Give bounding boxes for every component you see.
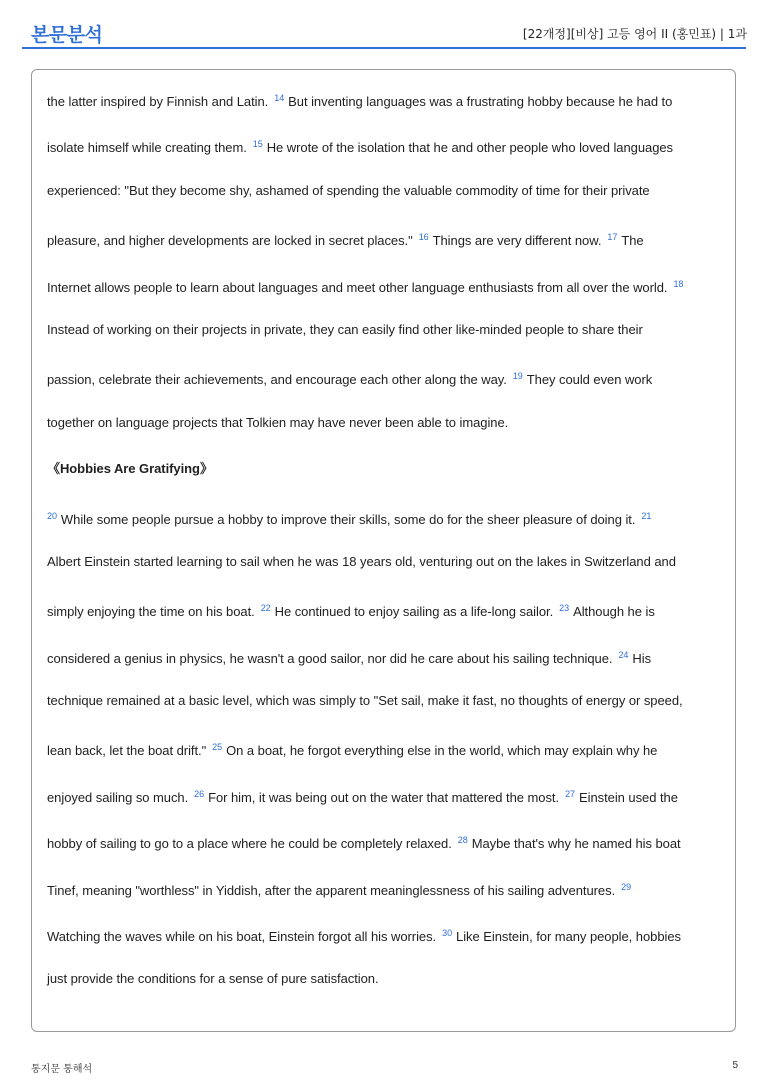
passage-line	[47, 645, 727, 691]
passage-line	[47, 691, 727, 737]
passage-line	[47, 923, 727, 969]
passage-line	[47, 552, 727, 598]
passage-line	[47, 320, 727, 366]
passage-line	[47, 134, 727, 180]
passage-line	[47, 737, 727, 783]
sentence-number: 23	[559, 603, 570, 614]
sentence-text: On a boat, he forgot everything else in the world, which may explain why he	[226, 743, 658, 759]
sentence-text: hobby of sailing to go to a place where he could be completely relaxed.	[47, 836, 452, 852]
sentence-number: 15	[252, 139, 263, 150]
sentence-text: just provide the conditions for a sense of pure satisfaction.	[47, 971, 379, 987]
sentence-text: technique remained at a basic level, which was simply to "Set sail, make it fast, no thoughts of energy or speed,	[47, 693, 683, 709]
sentence-number: 22	[260, 603, 271, 614]
sentence-text: the latter inspired by Finnish and Latin.	[47, 94, 269, 109]
passage-line	[47, 969, 727, 1015]
sentence-text: Watching the waves while on his boat, Einstein forgot all his worries.	[47, 929, 437, 945]
sentence-text: Maybe that's why he named his boat	[471, 836, 681, 852]
sentence-text: together on language projects that Tolkien may have never been able to imagine.	[47, 414, 509, 430]
sentence-text: Internet allows people to learn about languages and meet other language enthusiasts from all over the world.	[47, 279, 668, 295]
sentence-text: While some people pursue a hobby to improve their skills, some do for the sheer pleasure of doing it.	[60, 511, 636, 527]
passage-line	[47, 877, 727, 923]
sentence-number: 29	[621, 881, 632, 892]
sentence-number: 25	[212, 742, 223, 753]
sentence-number: 19	[512, 371, 523, 382]
sentence-text: Albert Einstein started learning to sail when he was 18 years old, venturing out on the lakes in Switzerland and	[47, 553, 676, 569]
sentence-number: 16	[418, 232, 429, 243]
sentence-text: Einstein used the	[578, 789, 678, 805]
page-number: 5	[732, 1060, 738, 1071]
sentence-text: Like Einstein, for many people, hobbies	[456, 929, 681, 945]
textbook-info: [22개정][비상] 고등 영어 II (홍민표) | 1과	[522, 27, 747, 41]
sentence-number: 26	[194, 788, 205, 799]
passage-line	[47, 784, 727, 830]
passage-line	[47, 413, 727, 459]
sentence-text: Tinef, meaning "worthless" in Yiddish, after the apparent meaninglessness of his sailing adventures.	[47, 882, 616, 898]
sentence-number: 17	[607, 232, 618, 243]
passage-line	[47, 830, 727, 876]
passage-line	[47, 181, 727, 227]
passage-line	[47, 274, 727, 320]
sentence-text: lean back, let the boat drift."	[47, 743, 207, 759]
sentence-number: 27	[565, 788, 575, 799]
sentence-text: Although he is	[573, 604, 655, 620]
sentence-text: They could even work	[526, 372, 653, 388]
section-heading: 《Hobbies Are Gratifying》	[47, 461, 213, 477]
sentence-number: 21	[641, 510, 652, 521]
sentence-text: considered a genius in physics, he wasn't a good sailor, nor did he care about his sailing technique.	[47, 650, 613, 666]
sentence-number: 20	[47, 510, 57, 521]
sentence-number: 14	[274, 93, 285, 103]
footer-label: 통지문 통해석	[31, 1064, 93, 1075]
sentence-text: For him, it was being out on the water that mattered the most.	[208, 789, 560, 805]
sentence-text: enjoyed sailing so much.	[47, 789, 189, 805]
passage-line	[47, 366, 727, 412]
sentence-number: 18	[673, 278, 684, 289]
sentence-text: pleasure, and higher developments are locked in secret places."	[47, 233, 413, 249]
sentence-text: The	[621, 233, 644, 249]
header-divider	[22, 47, 746, 49]
passage-line	[47, 227, 727, 273]
sentence-text: But inventing languages was a frustrating hobby because he had to	[288, 94, 673, 109]
sentence-text: passion, celebrate their achievements, and encourage each other along the way.	[47, 372, 507, 388]
page-header	[0, 0, 768, 50]
sentence-text: His	[632, 650, 652, 666]
sentence-text: He continued to enjoy sailing as a life-long sailor.	[274, 604, 554, 620]
passage-line	[47, 598, 727, 644]
passage-box	[31, 69, 736, 1032]
sentence-number: 24	[618, 649, 629, 660]
sentence-number: 28	[457, 835, 468, 846]
sentence-text: Instead of working on their projects in private, they can easily find other like-minded people to share their	[47, 321, 643, 337]
sentence-text: experienced: "But they become shy, ashamed of spending the valuable commodity of time for their private	[47, 182, 650, 198]
passage-text	[47, 88, 727, 1016]
sentence-text: simply enjoying the time on his boat.	[47, 604, 255, 620]
sentence-text: He wrote of the isolation that he and other people who loved languages	[266, 140, 674, 156]
passage-line	[47, 506, 727, 552]
passage-line	[47, 88, 727, 134]
passage-line	[47, 459, 727, 505]
sentence-number: 30	[442, 928, 453, 939]
sentence-text: isolate himself while creating them.	[47, 140, 247, 156]
sentence-text: Things are very different now.	[432, 233, 602, 249]
section-title: 본문분석	[31, 24, 103, 46]
